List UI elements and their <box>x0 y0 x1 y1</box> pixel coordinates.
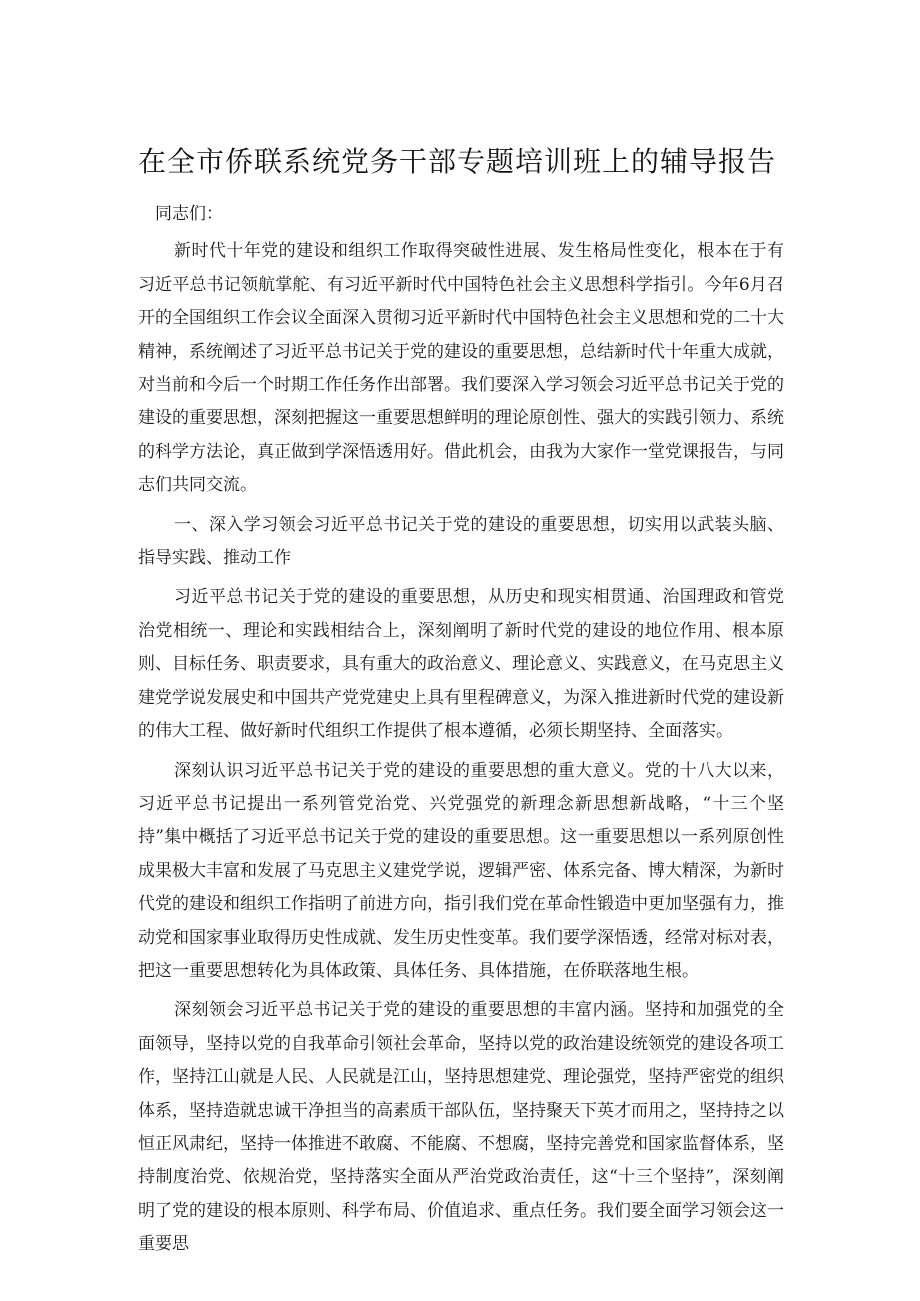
salutation: 同志们： <box>155 204 223 224</box>
document-body <box>138 198 784 1268</box>
document-title: 在全市侨联系统党务干部专题培训班上的辅导报告 <box>138 145 777 178</box>
section-heading-1: 一、深入学习领会习近平总书记关于党的建设的重要思想，切实用以武装头脑、指导实践、推动工作 <box>138 514 784 569</box>
body-paragraph: 深刻领会习近平总书记关于党的建设的重要思想的丰富内涵。坚持和加强党的全面领导，坚持以党的自我革命引领社会革命，坚持以党的政治建设统领党的建设各项工作，坚持江山就是人民、人民就是江山，坚持思想建党、理论强党，坚持严密党的组织体系，坚持造就忠诚干净担当的高素质干部队伍，坚持聚天下英才而用之，坚持持之以恒正风肃纪，坚持一体推进不敢腐、不能腐、不想腐，坚持完善党和国家监督体系，坚持制度治党、依规治党，坚持落实全面从严治党政治责任，这“十三个坚持”，深刻阐明了党的建设的根本原则、科学布局、价值追求、重点任务。我们要全面学习领会这一重要思 <box>138 1000 784 1255</box>
body-paragraph: 习近平总书记关于党的建设的重要思想，从历史和现实相贯通、治国理政和管党治党相统一、理论和实践相结合上，深刻阐明了新时代党的建设的地位作用、根本原则、目标任务、职责要求，具有重大的政治意义、理论意义、实践意义，在马克思主义建党学说发展史和中国共产党党建史上具有里程碑意义，为深入推进新时代党的建设新的伟大工程、做好新时代组织工作提供了根本遵循，必须长期坚持、全面落实。 <box>138 587 784 742</box>
body-paragraph: 深刻认识习近平总书记关于党的建设的重要思想的重大意义。党的十八大以来，习近平总书记提出一系列管党治党、兴党强党的新理念新思想新战略，“十三个坚持”集中概括了习近平总书记关于党的建设的重要思想。这一重要思想以一系列原创性成果极大丰富和发展了马克思主义建党学说，逻辑严密、体系完备、博大精深，为新时代党的建设和组织工作指明了前进方向，指引我们党在革命性锻造中更加坚强有力，推动党和国家事业取得历史性成就、发生历史性变革。我们要学深悟透，经常对标对表，把这一重要思想转化为具体政策、具体任务、具体措施，在侨联落地生根。 <box>138 760 784 981</box>
body-paragraph-intro: 新时代十年党的建设和组织工作取得突破性进展、发生格局性变化，根本在于有习近平总书记领航掌舵、有习近平新时代中国特色社会主义思想科学指引。今年6月召开的全国组织工作会议全面深入贯彻习近平新时代中国特色社会主义思想和党的二十大精神，系统阐述了习近平总书记关于党的建设的重要思想，总结新时代十年重大成就，对当前和今后一个时期工作任务作出部署。我们要深入学习领会习近平总书记关于党的建设的重要思想，深刻把握这一重要思想鲜明的理论原创性、强大的实践引领力、系统的科学方法论，真正做到学深悟透用好。借此机会，由我为大家作一堂党课报告，与同志们共同交流。 <box>138 241 784 496</box>
